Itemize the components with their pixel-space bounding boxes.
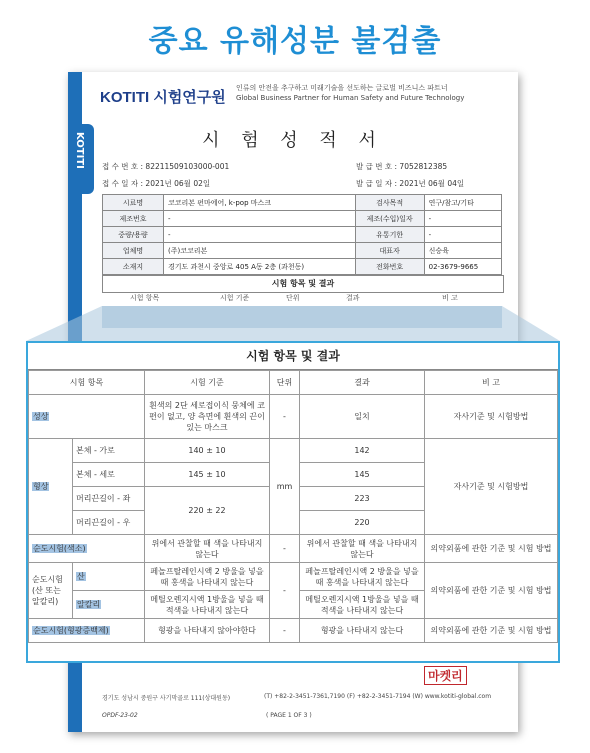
item-cell	[29, 619, 145, 643]
info-value: (주)코코리본	[164, 243, 356, 259]
result-cell: 일치	[300, 395, 425, 439]
results-table	[28, 370, 558, 643]
header-small-item: 단위	[286, 294, 300, 302]
header-small-item: 결과	[346, 294, 360, 302]
item-cell	[29, 439, 73, 535]
result-cell: 페놀프탈레인시액 2 방울을 넣을 때 홍색을 나타내지 않는다	[300, 563, 425, 591]
issue-number: 발 급 번 호 : 7052812385	[356, 162, 448, 171]
info-value: 신승육	[424, 243, 501, 259]
zoom-section-title: 시험 항목 및 결과	[28, 343, 558, 370]
standard-cell: 페놀프탈레인시액 2 방울을 넣을 때 홍색을 나타내지 않는다	[145, 563, 270, 591]
table-row	[29, 439, 558, 463]
header-small-item: 시험 기준	[220, 294, 250, 302]
unit-cell: -	[270, 619, 300, 643]
header-cell: 단위	[270, 371, 300, 395]
header-small-item: 시험 항목	[130, 294, 160, 302]
info-value: 코코리본 펀마에어, k-pop 마스크	[164, 195, 356, 211]
headline: 중요 유해성분 불검출	[148, 24, 442, 59]
info-key: 전화번호	[355, 259, 424, 275]
info-value: 연구/참고/기타	[424, 195, 501, 211]
kotiti-logo: KOTITI 시험연구원	[100, 89, 226, 106]
footer-contact: (T) +82-2-3451-7361,7190 (F) +82-2-3451-7194 (W) www.kotiti-global.com	[264, 693, 492, 700]
sub-item-cell: 머리끈길이 - 우	[73, 511, 145, 535]
results-header-row	[29, 371, 558, 395]
footer-page-number: ( PAGE 1 OF 3 )	[266, 712, 312, 719]
header-small-item: 비 고	[442, 294, 458, 302]
note-cell: 의약외품에 관한 기준 및 시험 방법	[425, 619, 558, 643]
table-row	[29, 395, 558, 439]
note-cell: 의약외품에 관한 기준 및 시험 방법	[425, 535, 558, 563]
item-label: 순도시험(형광증백제)	[33, 626, 109, 635]
standard-cell: 메틸오렌지시액 1방울을 넣을 때 적색을 나타내지 않는다	[145, 591, 270, 619]
result-cell: 220	[300, 511, 425, 535]
note-cell: 의약외품에 관한 기준 및 시험 방법	[425, 563, 558, 619]
item-label: 형상	[33, 482, 49, 491]
item-cell	[29, 395, 145, 439]
info-key: 시료명	[103, 195, 164, 211]
info-value: -	[164, 227, 356, 243]
info-key: 제조(수입)일자	[355, 211, 424, 227]
note-cell: 자사기준 및 시험방법	[425, 439, 558, 535]
receipt-date: 접 수 일 자 : 2021년 06월 02일	[102, 179, 211, 188]
result-cell: 223	[300, 487, 425, 511]
sub-item-cell	[73, 591, 145, 619]
table-row	[29, 563, 558, 591]
result-cell: 형광을 나타내지 않는다	[300, 619, 425, 643]
info-value: 02-3679-9665	[424, 259, 501, 275]
result-cell: 145	[300, 463, 425, 487]
info-key: 제조번호	[103, 211, 164, 227]
result-cell: 142	[300, 439, 425, 463]
info-value: -	[424, 227, 501, 243]
header-cell: 시험 항목	[29, 371, 145, 395]
sub-item-cell	[73, 563, 145, 591]
unit-cell: mm	[270, 439, 300, 535]
note-cell: 자사기준 및 시험방법	[425, 395, 558, 439]
result-cell: 메틸오렌지시액 1방울을 넣을 때 적색을 나타내지 않는다	[300, 591, 425, 619]
info-key: 유통기한	[355, 227, 424, 243]
footer-form-code: OPDF-23-02	[102, 712, 138, 719]
item-cell: 순도시험(산 또는 알칼리)	[29, 563, 73, 619]
header-cell: 비 고	[425, 371, 558, 395]
item-label: 성상	[33, 412, 49, 421]
info-value: -	[424, 211, 501, 227]
unit-cell: -	[270, 535, 300, 563]
info-value: -	[164, 211, 356, 227]
info-key: 소재지	[103, 259, 164, 275]
info-key: 검사목적	[355, 195, 424, 211]
results-section-title-small: 시험 항목 및 결과	[102, 275, 504, 293]
side-label: KOTITI	[74, 132, 85, 169]
tagline-en: Global Business Partner for Human Safety and Future Technology	[236, 94, 465, 102]
results-zoom-panel	[26, 341, 560, 663]
standard-cell: 위에서 관찰할 때 색을 나타내지 않는다	[145, 535, 270, 563]
standard-cell: 흰색의 2단 세로접이식 뭉체에 코편이 없고, 양 측면에 흰색의 끈이 있는 마스크	[145, 395, 270, 439]
footer-brand-stamp: 마켓리	[424, 666, 467, 685]
item-label: 순도시험(색소)	[33, 544, 86, 553]
document-title: 시 험 성 적 서	[202, 130, 384, 151]
standard-cell: 형광을 나타내지 않아야한다	[145, 619, 270, 643]
sub-item-label: 산	[77, 572, 85, 581]
tagline-ko: 인류의 안전을 추구하고 미래기술을 선도하는 글로벌 비즈니스 파트너	[236, 84, 448, 92]
sub-item-cell: 머리끈길이 - 좌	[73, 487, 145, 511]
footer-address: 경기도 성남시 중원구 사기막골로 111(상대원동)	[102, 695, 231, 702]
sub-item-label: 알칼리	[77, 600, 101, 609]
issue-date: 발 급 일 자 : 2021년 06월 04일	[356, 179, 465, 188]
standard-cell: 220 ± 22	[145, 487, 270, 535]
header-cell: 결과	[300, 371, 425, 395]
table-row	[29, 619, 558, 643]
standard-cell: 140 ± 10	[145, 439, 270, 463]
unit-cell: -	[270, 395, 300, 439]
info-key: 업체명	[103, 243, 164, 259]
info-key: 대표자	[355, 243, 424, 259]
sub-item-cell: 본체 - 가로	[73, 439, 145, 463]
receipt-number: 접 수 번 호 : 82211509103000-001	[102, 162, 230, 171]
header-cell: 시험 기준	[145, 371, 270, 395]
info-value: 경기도 과천시 중앙로 405 A동 2층 (과천동)	[164, 259, 356, 275]
table-row	[29, 535, 558, 563]
info-key: 중량/용량	[103, 227, 164, 243]
standard-cell: 145 ± 10	[145, 463, 270, 487]
sub-item-cell: 본체 - 세로	[73, 463, 145, 487]
unit-cell: -	[270, 563, 300, 619]
item-cell	[29, 535, 145, 563]
result-cell: 위에서 관찰할 때 색을 나타내지 않는다	[300, 535, 425, 563]
